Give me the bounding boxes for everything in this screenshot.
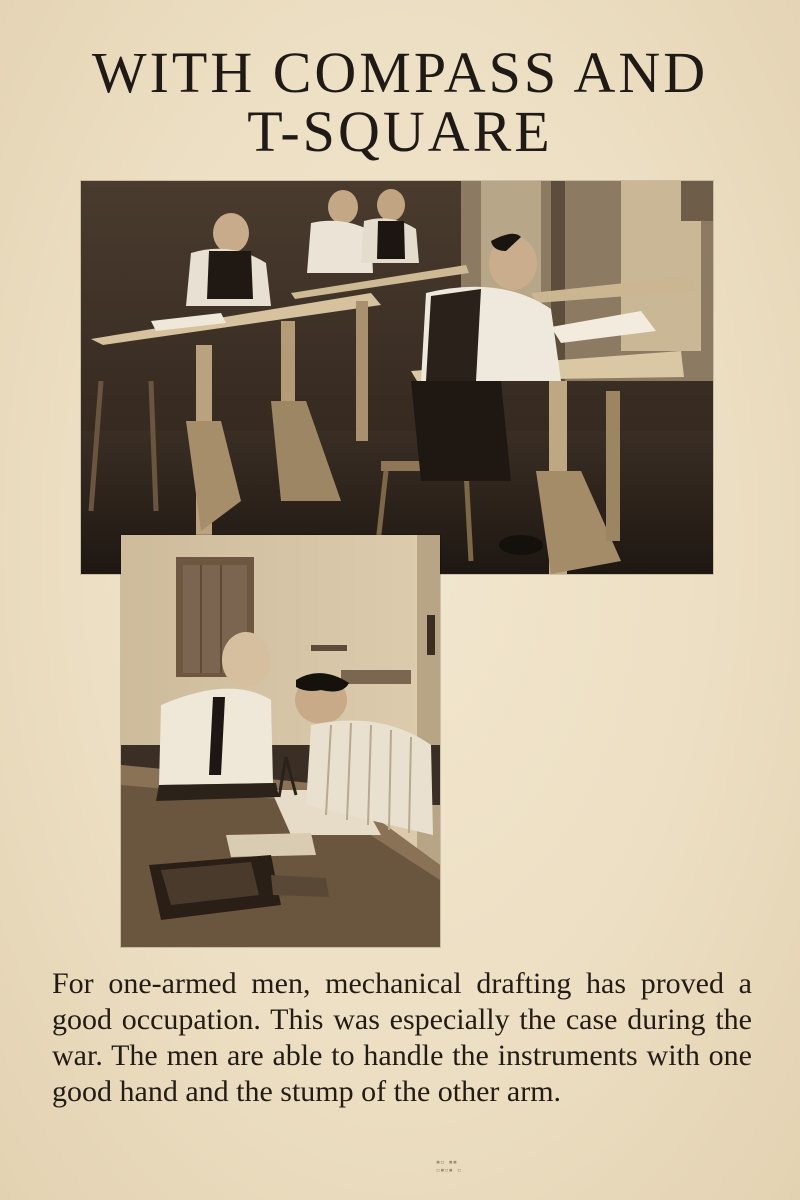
poster-title-line-2: T-SQUARE: [247, 99, 553, 164]
instructor-student-illustration: [121, 535, 440, 947]
archive-stamp: ▪▫ ▪▪ ▫▪▫▪ ▫: [436, 1158, 462, 1174]
drafting-room-photo: [81, 181, 713, 574]
poster-caption: For one-armed men, mechanical drafting has proved a good occupation. This was especially the case during the war. The men are able to handle the instruments with one good hand and the stump of the other arm.: [52, 967, 752, 1108]
drafting-room-illustration: [81, 181, 713, 574]
instructor-student-photo: [121, 535, 440, 947]
poster-title-line-1: WITH COMPASS AND: [91, 40, 709, 105]
